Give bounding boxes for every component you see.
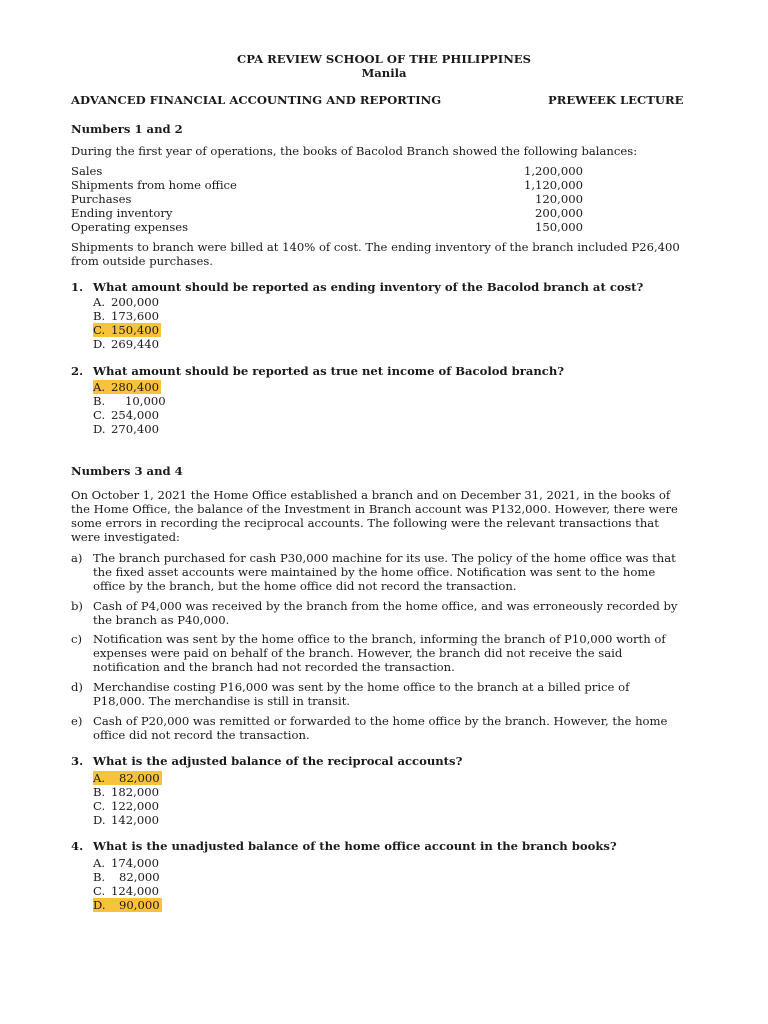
option-letter: D. [93, 337, 106, 351]
option-value: 122,000 [111, 799, 159, 813]
balance-label: Purchases [71, 192, 132, 206]
item-line: Merchandise costing P16,000 was sent by the home office to the branch at a billed price of [93, 680, 630, 694]
option-value: 200,000 [111, 295, 159, 309]
course-title: ADVANCED FINANCIAL ACCOUNTING AND REPORTING [71, 93, 442, 107]
balance-label: Ending inventory [71, 206, 173, 220]
option-letter: C. [93, 323, 106, 337]
option-value: 270,400 [111, 422, 159, 436]
answer-option [93, 799, 159, 813]
option-letter: A. [93, 856, 106, 870]
answer-option-highlighted [93, 380, 161, 394]
option-letter: D. [93, 898, 106, 912]
item-marker: e) [71, 714, 83, 728]
option-value: 280,400 [111, 380, 159, 394]
lecture-label: PREWEEK LECTURE [548, 93, 684, 107]
question-text: What amount should be reported as ending inventory of the Bacolod branch at cost? [93, 280, 644, 294]
item-marker: d) [71, 680, 83, 694]
item-line: notification and the branch had not recorded the transaction. [93, 660, 455, 674]
option-value: 269,440 [111, 337, 159, 351]
item-line: expenses were paid on behalf of the branch. However, the branch did not receive the said [93, 646, 623, 660]
option-value: 182,000 [111, 785, 159, 799]
answer-option [93, 422, 159, 436]
balance-value: 150,000 [535, 220, 583, 234]
option-value: 173,600 [111, 309, 159, 323]
balance-value: 1,200,000 [523, 164, 583, 178]
balance-value: 1,120,000 [523, 178, 583, 192]
option-value: 174,000 [111, 856, 159, 870]
section-heading-1-2: Numbers 1 and 2 [71, 122, 183, 136]
item-line: Cash of P20,000 was remitted or forwarded to the home office by the branch. However, the home [93, 714, 668, 728]
section2-intro-line: some errors in recording the reciprocal accounts. The following were the relevant transactions that [71, 516, 659, 530]
question-number: 3. [71, 754, 84, 768]
answer-option-highlighted [93, 898, 162, 912]
answer-option [93, 870, 160, 884]
balance-row [71, 206, 583, 220]
option-value: 82,000 [119, 771, 160, 785]
item-line: office did not record the transaction. [93, 728, 310, 742]
option-value: 90,000 [119, 898, 160, 912]
school-city: Manila [361, 66, 407, 80]
balance-label: Operating expenses [71, 220, 189, 234]
option-letter: B. [93, 785, 106, 799]
answer-option [93, 408, 159, 422]
option-letter: B. [93, 870, 106, 884]
balance-row [71, 164, 583, 178]
question-number: 1. [71, 280, 84, 294]
option-value: 150,400 [111, 323, 159, 337]
option-letter: D. [93, 813, 106, 827]
option-value: 124,000 [111, 884, 159, 898]
question-text: What is the adjusted balance of the reciprocal accounts? [93, 754, 463, 768]
item-line: P18,000. The merchandise is still in transit. [93, 694, 351, 708]
answer-option [93, 813, 159, 827]
item-line: The branch purchased for cash P30,000 machine for its use. The policy of the home office was that [93, 551, 676, 565]
item-marker: c) [71, 632, 83, 646]
answer-option [93, 309, 159, 323]
question-number: 2. [71, 364, 84, 378]
section1-note-line: Shipments to branch were billed at 140% of cost. The ending inventory of the branch included P26,400 [71, 240, 680, 254]
balance-label: Sales [71, 164, 103, 178]
section1-note-line: from outside purchases. [71, 254, 213, 268]
option-value: 82,000 [119, 870, 160, 884]
option-letter: C. [93, 884, 106, 898]
section1-intro: During the first year of operations, the books of Bacolod Branch showed the following balances: [71, 144, 638, 158]
section-heading-3-4: Numbers 3 and 4 [71, 464, 183, 478]
balance-row [71, 220, 583, 234]
item-line: the branch as P40,000. [93, 613, 230, 627]
item-line: Notification was sent by the home office to the branch, informing the branch of P10,000 worth of [93, 632, 666, 646]
option-letter: B. [93, 394, 106, 408]
answer-option [93, 337, 159, 351]
balance-row [71, 178, 583, 192]
option-letter: C. [93, 408, 106, 422]
option-letter: A. [93, 380, 106, 394]
answer-option [93, 884, 159, 898]
balance-label: Shipments from home office [71, 178, 237, 192]
answer-option [93, 295, 159, 309]
answer-option [93, 856, 159, 870]
section2-intro-line: the Home Office, the balance of the Investment in Branch account was P132,000. However, there were [71, 502, 678, 516]
balance-value: 120,000 [535, 192, 583, 206]
section2-intro-line: were investigated: [71, 530, 180, 544]
item-marker: a) [71, 551, 83, 565]
item-marker: b) [71, 599, 83, 613]
option-letter: A. [93, 295, 106, 309]
answer-option [93, 785, 159, 799]
option-letter: A. [93, 771, 106, 785]
item-line: Cash of P4,000 was received by the branch from the home office, and was erroneously recorded by [93, 599, 678, 613]
answer-option-highlighted [93, 323, 161, 337]
question-text: What amount should be reported as true net income of Bacolod branch? [93, 364, 565, 378]
option-letter: C. [93, 799, 106, 813]
balance-value: 200,000 [535, 206, 583, 220]
answer-option [93, 394, 166, 408]
option-value: 254,000 [111, 408, 159, 422]
question-number: 4. [71, 839, 84, 853]
balance-row [71, 192, 583, 206]
option-letter: B. [93, 309, 106, 323]
option-value: 10,000 [125, 394, 166, 408]
item-line: the fixed asset accounts were maintained by the home office. Notification was sent to the home [93, 565, 656, 579]
option-letter: D. [93, 422, 106, 436]
answer-option-highlighted [93, 771, 162, 785]
item-line: office by the branch, but the home office did not record the transaction. [93, 579, 517, 593]
option-value: 142,000 [111, 813, 159, 827]
section2-intro-line: On October 1, 2021 the Home Office established a branch and on December 31, 2021, in the books of [71, 488, 671, 502]
question-text: What is the unadjusted balance of the home office account in the branch books? [93, 839, 617, 853]
school-title: CPA REVIEW SCHOOL OF THE PHILIPPINES [236, 52, 531, 66]
